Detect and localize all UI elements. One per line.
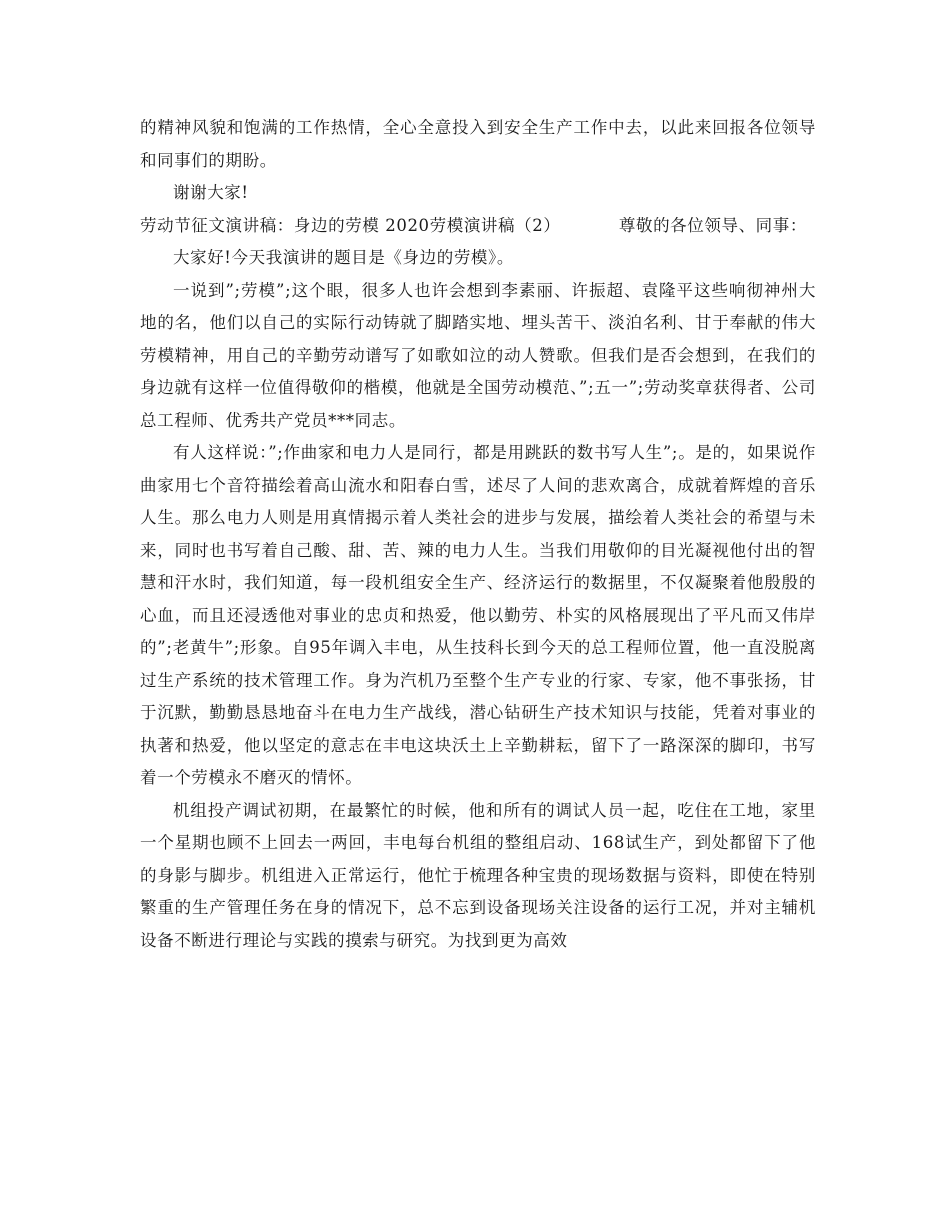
paragraph-greeting: 大家好!今天我演讲的题目是《身边的劳模》。 — [173, 248, 514, 267]
document-body — [140, 112, 816, 957]
paragraph-thanks: 谢谢大家! — [173, 183, 249, 202]
paragraph-body-1: 有人这样说：”;作曲家和电力人是同行，都是用跳跃的数书写人生”;。是的，如果说作曲家用七个音符描绘着高山流水和阳春白雪，述尽了人间的悲欢离合，成就着辉煌的音乐人生。那么电力人则是用真情揭示着人类社会的进步与发展，描绘着人类社会的希望与未来，同时也书写着自己酸、甜、苦、辣的电力人生。当我们用敬仰的目光凝视他付出的智慧和汗水时，我们知道，每一段机组安全生产、经济运行的数据里，不仅凝聚着他殷殷的心血，而且还浸透他对事业的忠贞和热爱，他以勤劳、朴实的风格展现出了平凡而又伟岸的”;老黄牛”;形象。自95年调入丰电，从生技科长到今天的总工程师位置，他一直没脱离过生产系统的技术管理工作。身为汽机乃至整个生产专业的行家、专家，他不事张扬，甘于沉默，勤勤恳恳地奋斗在电力生产战线，潜心钻研生产技术知识与技能，凭着对事业的执著和热爱，他以坚定的意志在丰电这块沃土上辛勤耕耘，留下了一路深深的脚印，书写着一个劳模永不磨灭的情怀。 — [140, 443, 816, 787]
paragraph-intro: 一说到”;劳模”;这个眼，很多人也许会想到李素丽、许振超、袁隆平这些响彻神州大地的名，他们以自己的实际行动铸就了脚踏实地、埋头苦干、淡泊名利、甘于奉献的伟大劳模精神，用自己的辛勤劳动谱写了如歌如泣的动人赞歌。但我们是否会想到，在我们的身边就有这样一位值得敬仰的楷模，他就是全国劳动模范、”;五一”;劳动奖章获得者、公司总工程师、优秀共产党员***同志。 — [140, 280, 816, 430]
paragraph-body-2: 机组投产调试初期，在最繁忙的时候，他和所有的调试人员一起，吃住在工地，家里一个星期也顾不上回去一两回，丰电每台机组的整组启动、168试生产，到处都留下了他的身影与脚步。机组进入正常运行，他忙于梳理各种宝贵的现场数据与资料，即使在特别繁重的生产管理任务在身的情况下，总不忘到设备现场关注设备的运行工况，并对主辅机设备不断进行理论与实践的摸索与研究。为找到更为高效 — [140, 800, 816, 950]
paragraph-continuation: 的精神风貌和饱满的工作热情，全心全意投入到安全生产工作中去，以此来回报各位领导和同事们的期盼。 — [140, 118, 816, 170]
speech-title-line: 劳动节征文演讲稿：身边的劳模 2020劳模演讲稿（2） 尊敬的各位领导、同事： — [140, 215, 807, 235]
